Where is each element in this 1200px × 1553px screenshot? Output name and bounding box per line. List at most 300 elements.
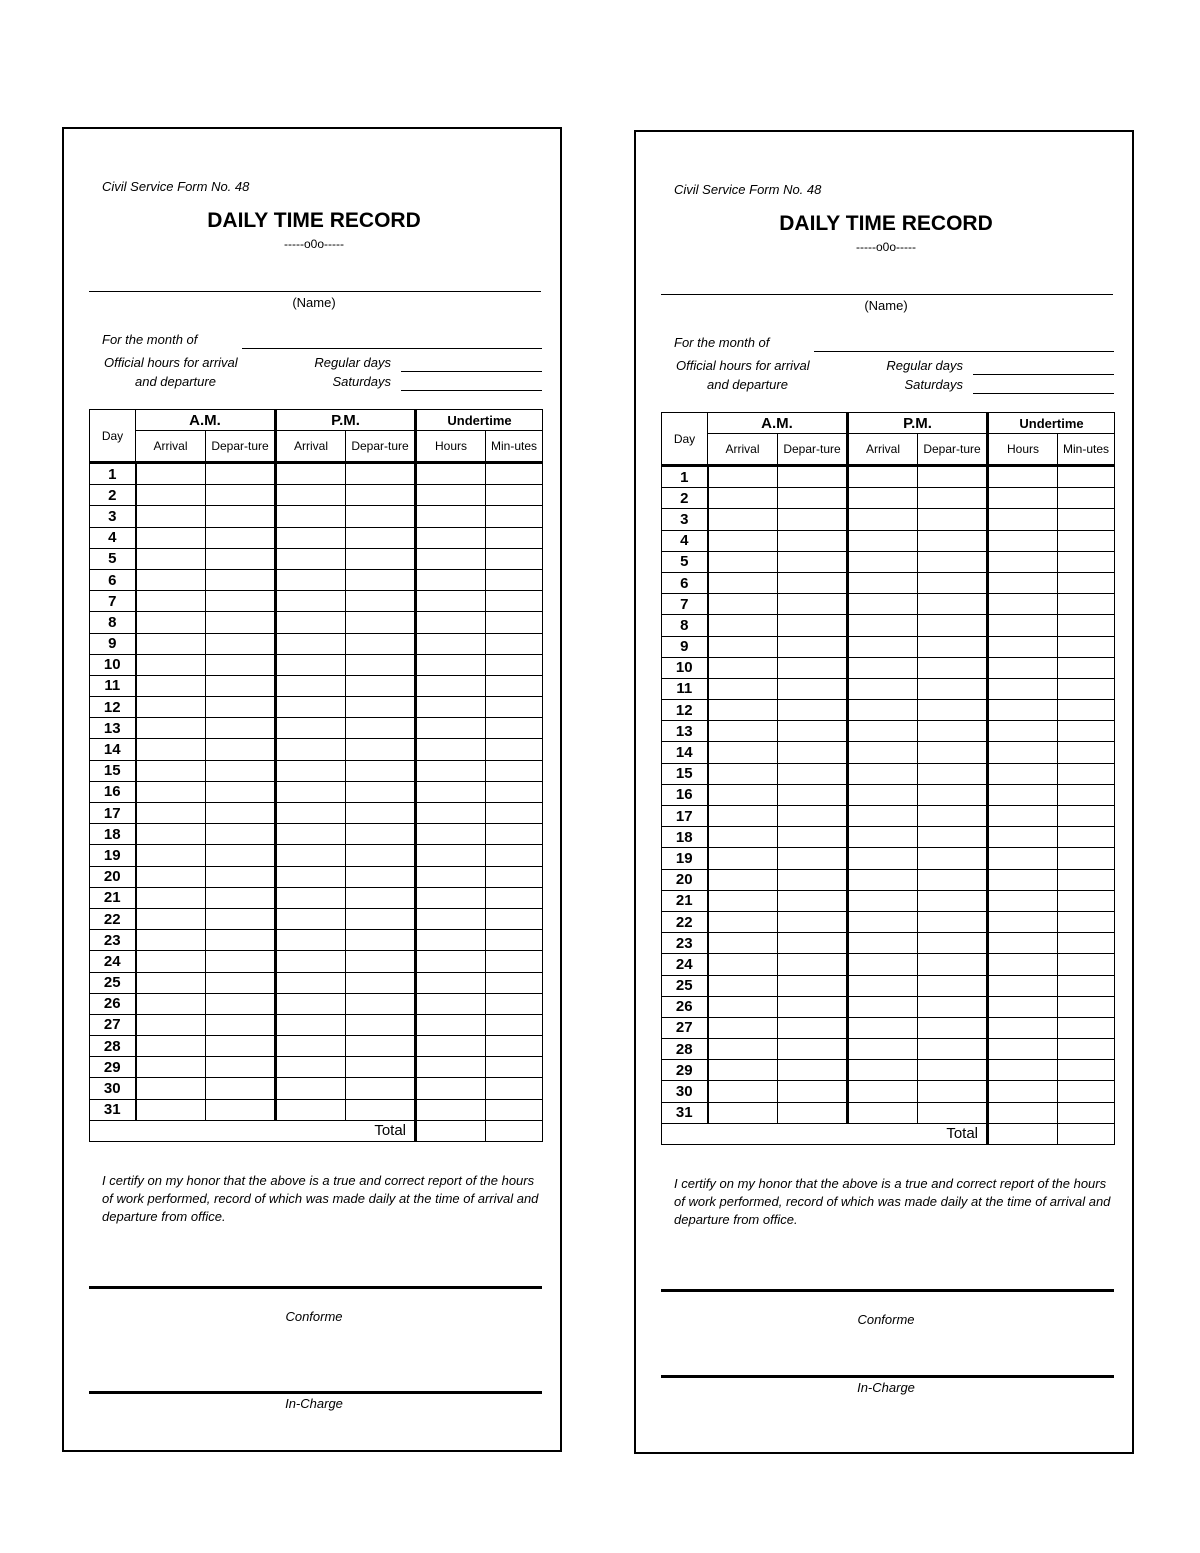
pm-departure-cell[interactable]	[918, 784, 988, 805]
undertime-minutes-cell[interactable]	[1058, 721, 1115, 742]
pm-departure-cell[interactable]	[346, 697, 416, 718]
total-hours-cell[interactable]	[988, 1123, 1058, 1144]
undertime-hours-cell[interactable]	[416, 591, 486, 612]
am-departure-cell[interactable]	[206, 803, 276, 824]
pm-arrival-cell[interactable]	[848, 1081, 918, 1102]
pm-departure-cell[interactable]	[346, 1099, 416, 1120]
undertime-hours-cell[interactable]	[988, 572, 1058, 593]
am-departure-cell[interactable]	[778, 466, 848, 488]
pm-departure-cell[interactable]	[918, 572, 988, 593]
am-arrival-cell[interactable]	[136, 548, 206, 569]
am-arrival-cell[interactable]	[708, 933, 778, 954]
pm-arrival-cell[interactable]	[848, 488, 918, 509]
pm-departure-cell[interactable]	[918, 636, 988, 657]
am-departure-cell[interactable]	[206, 739, 276, 760]
undertime-hours-cell[interactable]	[416, 506, 486, 527]
pm-arrival-cell[interactable]	[276, 887, 346, 908]
pm-departure-cell[interactable]	[346, 803, 416, 824]
am-departure-cell[interactable]	[778, 572, 848, 593]
pm-departure-cell[interactable]	[346, 1078, 416, 1099]
pm-departure-cell[interactable]	[918, 615, 988, 636]
pm-arrival-cell[interactable]	[276, 463, 346, 485]
undertime-hours-cell[interactable]	[988, 488, 1058, 509]
undertime-hours-cell[interactable]	[416, 633, 486, 654]
undertime-hours-cell[interactable]	[416, 527, 486, 548]
pm-arrival-cell[interactable]	[276, 972, 346, 993]
undertime-minutes-cell[interactable]	[486, 718, 543, 739]
saturdays-line[interactable]	[401, 390, 542, 391]
pm-arrival-cell[interactable]	[848, 996, 918, 1017]
pm-departure-cell[interactable]	[918, 933, 988, 954]
am-departure-cell[interactable]	[206, 1057, 276, 1078]
am-departure-cell[interactable]	[206, 866, 276, 887]
pm-departure-cell[interactable]	[346, 1014, 416, 1035]
am-departure-cell[interactable]	[778, 1102, 848, 1123]
am-arrival-cell[interactable]	[136, 1078, 206, 1099]
undertime-minutes-cell[interactable]	[1058, 551, 1115, 572]
am-arrival-cell[interactable]	[708, 636, 778, 657]
am-arrival-cell[interactable]	[136, 803, 206, 824]
am-departure-cell[interactable]	[206, 972, 276, 993]
am-arrival-cell[interactable]	[136, 993, 206, 1014]
undertime-minutes-cell[interactable]	[486, 908, 543, 929]
am-departure-cell[interactable]	[778, 996, 848, 1017]
undertime-minutes-cell[interactable]	[1058, 848, 1115, 869]
pm-arrival-cell[interactable]	[276, 1014, 346, 1035]
am-departure-cell[interactable]	[206, 633, 276, 654]
am-departure-cell[interactable]	[778, 509, 848, 530]
undertime-hours-cell[interactable]	[416, 654, 486, 675]
undertime-minutes-cell[interactable]	[1058, 657, 1115, 678]
pm-arrival-cell[interactable]	[848, 636, 918, 657]
undertime-hours-cell[interactable]	[988, 784, 1058, 805]
pm-arrival-cell[interactable]	[276, 633, 346, 654]
am-arrival-cell[interactable]	[136, 718, 206, 739]
undertime-hours-cell[interactable]	[988, 911, 1058, 932]
undertime-minutes-cell[interactable]	[1058, 911, 1115, 932]
pm-departure-cell[interactable]	[918, 657, 988, 678]
undertime-hours-cell[interactable]	[988, 954, 1058, 975]
am-arrival-cell[interactable]	[136, 972, 206, 993]
am-departure-cell[interactable]	[778, 551, 848, 572]
undertime-hours-cell[interactable]	[416, 887, 486, 908]
pm-arrival-cell[interactable]	[848, 784, 918, 805]
pm-arrival-cell[interactable]	[848, 721, 918, 742]
undertime-minutes-cell[interactable]	[1058, 594, 1115, 615]
am-arrival-cell[interactable]	[136, 1014, 206, 1035]
pm-arrival-cell[interactable]	[848, 572, 918, 593]
am-arrival-cell[interactable]	[136, 569, 206, 590]
undertime-minutes-cell[interactable]	[1058, 869, 1115, 890]
pm-arrival-cell[interactable]	[848, 1039, 918, 1060]
undertime-hours-cell[interactable]	[416, 803, 486, 824]
pm-departure-cell[interactable]	[346, 591, 416, 612]
am-arrival-cell[interactable]	[708, 784, 778, 805]
signature-line[interactable]	[661, 1289, 1114, 1292]
am-arrival-cell[interactable]	[708, 615, 778, 636]
month-line[interactable]	[242, 348, 542, 349]
am-departure-cell[interactable]	[778, 890, 848, 911]
am-arrival-cell[interactable]	[136, 760, 206, 781]
am-arrival-cell[interactable]	[708, 827, 778, 848]
undertime-minutes-cell[interactable]	[1058, 933, 1115, 954]
undertime-minutes-cell[interactable]	[486, 1036, 543, 1057]
pm-departure-cell[interactable]	[918, 848, 988, 869]
am-departure-cell[interactable]	[778, 827, 848, 848]
am-arrival-cell[interactable]	[136, 527, 206, 548]
undertime-hours-cell[interactable]	[416, 1057, 486, 1078]
am-departure-cell[interactable]	[206, 527, 276, 548]
am-arrival-cell[interactable]	[708, 869, 778, 890]
pm-arrival-cell[interactable]	[848, 1102, 918, 1123]
undertime-hours-cell[interactable]	[988, 1102, 1058, 1123]
pm-arrival-cell[interactable]	[276, 993, 346, 1014]
am-departure-cell[interactable]	[778, 933, 848, 954]
pm-departure-cell[interactable]	[346, 463, 416, 485]
month-line[interactable]	[814, 351, 1114, 352]
undertime-minutes-cell[interactable]	[486, 1057, 543, 1078]
pm-arrival-cell[interactable]	[848, 763, 918, 784]
undertime-hours-cell[interactable]	[416, 697, 486, 718]
pm-departure-cell[interactable]	[346, 718, 416, 739]
am-arrival-cell[interactable]	[136, 908, 206, 929]
pm-arrival-cell[interactable]	[276, 569, 346, 590]
undertime-hours-cell[interactable]	[416, 1036, 486, 1057]
pm-departure-cell[interactable]	[346, 739, 416, 760]
undertime-minutes-cell[interactable]	[1058, 678, 1115, 699]
undertime-hours-cell[interactable]	[988, 721, 1058, 742]
pm-departure-cell[interactable]	[918, 488, 988, 509]
pm-departure-cell[interactable]	[346, 654, 416, 675]
undertime-hours-cell[interactable]	[416, 485, 486, 506]
undertime-minutes-cell[interactable]	[1058, 763, 1115, 784]
pm-departure-cell[interactable]	[346, 527, 416, 548]
pm-departure-cell[interactable]	[346, 866, 416, 887]
undertime-minutes-cell[interactable]	[1058, 700, 1115, 721]
am-departure-cell[interactable]	[206, 485, 276, 506]
undertime-hours-cell[interactable]	[416, 1099, 486, 1120]
pm-departure-cell[interactable]	[346, 930, 416, 951]
am-departure-cell[interactable]	[778, 848, 848, 869]
pm-departure-cell[interactable]	[918, 975, 988, 996]
undertime-hours-cell[interactable]	[988, 996, 1058, 1017]
pm-departure-cell[interactable]	[346, 569, 416, 590]
am-departure-cell[interactable]	[206, 951, 276, 972]
am-arrival-cell[interactable]	[136, 633, 206, 654]
pm-arrival-cell[interactable]	[276, 1057, 346, 1078]
am-departure-cell[interactable]	[778, 594, 848, 615]
pm-departure-cell[interactable]	[918, 1060, 988, 1081]
undertime-minutes-cell[interactable]	[1058, 742, 1115, 763]
pm-arrival-cell[interactable]	[276, 739, 346, 760]
pm-arrival-cell[interactable]	[276, 697, 346, 718]
undertime-minutes-cell[interactable]	[1058, 488, 1115, 509]
am-arrival-cell[interactable]	[708, 1039, 778, 1060]
undertime-minutes-cell[interactable]	[486, 506, 543, 527]
undertime-hours-cell[interactable]	[988, 806, 1058, 827]
undertime-minutes-cell[interactable]	[486, 485, 543, 506]
pm-arrival-cell[interactable]	[276, 930, 346, 951]
undertime-hours-cell[interactable]	[416, 718, 486, 739]
pm-departure-cell[interactable]	[918, 1039, 988, 1060]
undertime-hours-cell[interactable]	[416, 908, 486, 929]
undertime-minutes-cell[interactable]	[486, 993, 543, 1014]
am-arrival-cell[interactable]	[708, 721, 778, 742]
am-arrival-cell[interactable]	[136, 612, 206, 633]
am-departure-cell[interactable]	[206, 887, 276, 908]
pm-arrival-cell[interactable]	[276, 675, 346, 696]
pm-departure-cell[interactable]	[918, 721, 988, 742]
undertime-minutes-cell[interactable]	[1058, 806, 1115, 827]
pm-arrival-cell[interactable]	[848, 933, 918, 954]
am-departure-cell[interactable]	[206, 697, 276, 718]
pm-arrival-cell[interactable]	[848, 848, 918, 869]
undertime-hours-cell[interactable]	[416, 675, 486, 696]
am-arrival-cell[interactable]	[136, 463, 206, 485]
am-departure-cell[interactable]	[206, 1014, 276, 1035]
undertime-hours-cell[interactable]	[988, 827, 1058, 848]
pm-departure-cell[interactable]	[918, 678, 988, 699]
undertime-hours-cell[interactable]	[988, 890, 1058, 911]
am-arrival-cell[interactable]	[136, 781, 206, 802]
pm-departure-cell[interactable]	[918, 806, 988, 827]
am-departure-cell[interactable]	[778, 742, 848, 763]
pm-departure-cell[interactable]	[918, 594, 988, 615]
pm-departure-cell[interactable]	[346, 548, 416, 569]
undertime-minutes-cell[interactable]	[486, 463, 543, 485]
pm-arrival-cell[interactable]	[848, 890, 918, 911]
undertime-hours-cell[interactable]	[416, 824, 486, 845]
pm-arrival-cell[interactable]	[848, 551, 918, 572]
name-line[interactable]	[89, 291, 541, 292]
am-departure-cell[interactable]	[206, 993, 276, 1014]
undertime-hours-cell[interactable]	[988, 1081, 1058, 1102]
total-minutes-cell[interactable]	[486, 1120, 543, 1141]
total-minutes-cell[interactable]	[1058, 1123, 1115, 1144]
pm-departure-cell[interactable]	[346, 845, 416, 866]
pm-arrival-cell[interactable]	[848, 509, 918, 530]
undertime-hours-cell[interactable]	[988, 594, 1058, 615]
undertime-minutes-cell[interactable]	[486, 612, 543, 633]
am-departure-cell[interactable]	[206, 845, 276, 866]
pm-arrival-cell[interactable]	[848, 657, 918, 678]
undertime-minutes-cell[interactable]	[486, 697, 543, 718]
pm-departure-cell[interactable]	[918, 551, 988, 572]
am-departure-cell[interactable]	[206, 591, 276, 612]
pm-arrival-cell[interactable]	[848, 827, 918, 848]
pm-departure-cell[interactable]	[918, 1017, 988, 1038]
am-arrival-cell[interactable]	[136, 824, 206, 845]
undertime-hours-cell[interactable]	[416, 1014, 486, 1035]
am-arrival-cell[interactable]	[708, 1017, 778, 1038]
undertime-minutes-cell[interactable]	[486, 972, 543, 993]
pm-departure-cell[interactable]	[346, 612, 416, 633]
pm-departure-cell[interactable]	[346, 951, 416, 972]
total-hours-cell[interactable]	[416, 1120, 486, 1141]
am-arrival-cell[interactable]	[136, 591, 206, 612]
undertime-minutes-cell[interactable]	[486, 569, 543, 590]
pm-arrival-cell[interactable]	[848, 1017, 918, 1038]
undertime-hours-cell[interactable]	[988, 466, 1058, 488]
undertime-minutes-cell[interactable]	[486, 654, 543, 675]
undertime-minutes-cell[interactable]	[1058, 636, 1115, 657]
undertime-minutes-cell[interactable]	[486, 887, 543, 908]
pm-departure-cell[interactable]	[918, 911, 988, 932]
pm-arrival-cell[interactable]	[276, 612, 346, 633]
undertime-minutes-cell[interactable]	[1058, 996, 1115, 1017]
undertime-minutes-cell[interactable]	[1058, 827, 1115, 848]
am-departure-cell[interactable]	[206, 1099, 276, 1120]
pm-arrival-cell[interactable]	[848, 742, 918, 763]
pm-departure-cell[interactable]	[918, 827, 988, 848]
pm-departure-cell[interactable]	[918, 509, 988, 530]
pm-arrival-cell[interactable]	[276, 1036, 346, 1057]
signature-line[interactable]	[89, 1286, 542, 1289]
pm-arrival-cell[interactable]	[848, 594, 918, 615]
undertime-minutes-cell[interactable]	[1058, 466, 1115, 488]
undertime-minutes-cell[interactable]	[1058, 1039, 1115, 1060]
am-departure-cell[interactable]	[778, 784, 848, 805]
undertime-hours-cell[interactable]	[988, 1060, 1058, 1081]
pm-departure-cell[interactable]	[918, 700, 988, 721]
am-departure-cell[interactable]	[778, 975, 848, 996]
undertime-hours-cell[interactable]	[988, 933, 1058, 954]
undertime-minutes-cell[interactable]	[1058, 572, 1115, 593]
pm-departure-cell[interactable]	[346, 1036, 416, 1057]
am-departure-cell[interactable]	[778, 1060, 848, 1081]
undertime-hours-cell[interactable]	[988, 700, 1058, 721]
name-line[interactable]	[661, 294, 1113, 295]
am-arrival-cell[interactable]	[708, 572, 778, 593]
am-departure-cell[interactable]	[778, 488, 848, 509]
undertime-hours-cell[interactable]	[988, 1039, 1058, 1060]
pm-arrival-cell[interactable]	[276, 1078, 346, 1099]
in-charge-signature-line[interactable]	[661, 1375, 1114, 1378]
am-arrival-cell[interactable]	[708, 1081, 778, 1102]
pm-arrival-cell[interactable]	[276, 866, 346, 887]
undertime-hours-cell[interactable]	[416, 760, 486, 781]
undertime-hours-cell[interactable]	[988, 551, 1058, 572]
undertime-minutes-cell[interactable]	[1058, 1017, 1115, 1038]
pm-departure-cell[interactable]	[346, 485, 416, 506]
am-arrival-cell[interactable]	[708, 594, 778, 615]
pm-departure-cell[interactable]	[346, 1057, 416, 1078]
am-departure-cell[interactable]	[206, 654, 276, 675]
undertime-hours-cell[interactable]	[416, 1078, 486, 1099]
am-arrival-cell[interactable]	[708, 742, 778, 763]
am-departure-cell[interactable]	[206, 1078, 276, 1099]
undertime-minutes-cell[interactable]	[486, 781, 543, 802]
pm-arrival-cell[interactable]	[276, 781, 346, 802]
am-departure-cell[interactable]	[778, 911, 848, 932]
pm-arrival-cell[interactable]	[276, 845, 346, 866]
undertime-minutes-cell[interactable]	[486, 591, 543, 612]
undertime-minutes-cell[interactable]	[486, 866, 543, 887]
am-departure-cell[interactable]	[778, 954, 848, 975]
pm-departure-cell[interactable]	[346, 675, 416, 696]
am-departure-cell[interactable]	[778, 1017, 848, 1038]
am-departure-cell[interactable]	[206, 1036, 276, 1057]
undertime-minutes-cell[interactable]	[1058, 890, 1115, 911]
pm-departure-cell[interactable]	[918, 466, 988, 488]
undertime-hours-cell[interactable]	[988, 848, 1058, 869]
pm-arrival-cell[interactable]	[848, 678, 918, 699]
am-arrival-cell[interactable]	[708, 488, 778, 509]
pm-departure-cell[interactable]	[918, 1081, 988, 1102]
undertime-hours-cell[interactable]	[988, 869, 1058, 890]
undertime-minutes-cell[interactable]	[1058, 509, 1115, 530]
pm-arrival-cell[interactable]	[276, 1099, 346, 1120]
am-departure-cell[interactable]	[206, 718, 276, 739]
am-arrival-cell[interactable]	[708, 530, 778, 551]
am-arrival-cell[interactable]	[708, 911, 778, 932]
am-arrival-cell[interactable]	[708, 996, 778, 1017]
am-arrival-cell[interactable]	[708, 551, 778, 572]
undertime-hours-cell[interactable]	[416, 930, 486, 951]
pm-arrival-cell[interactable]	[276, 718, 346, 739]
regular-days-line[interactable]	[973, 374, 1114, 375]
am-departure-cell[interactable]	[778, 700, 848, 721]
pm-departure-cell[interactable]	[918, 763, 988, 784]
pm-departure-cell[interactable]	[346, 506, 416, 527]
in-charge-signature-line[interactable]	[89, 1391, 542, 1394]
undertime-minutes-cell[interactable]	[1058, 1060, 1115, 1081]
am-arrival-cell[interactable]	[136, 951, 206, 972]
undertime-minutes-cell[interactable]	[486, 930, 543, 951]
undertime-hours-cell[interactable]	[416, 972, 486, 993]
pm-arrival-cell[interactable]	[848, 466, 918, 488]
am-arrival-cell[interactable]	[708, 700, 778, 721]
am-arrival-cell[interactable]	[708, 975, 778, 996]
undertime-hours-cell[interactable]	[416, 993, 486, 1014]
pm-arrival-cell[interactable]	[276, 824, 346, 845]
pm-departure-cell[interactable]	[346, 993, 416, 1014]
undertime-hours-cell[interactable]	[416, 612, 486, 633]
am-arrival-cell[interactable]	[136, 675, 206, 696]
pm-departure-cell[interactable]	[346, 972, 416, 993]
undertime-minutes-cell[interactable]	[486, 548, 543, 569]
am-departure-cell[interactable]	[206, 824, 276, 845]
undertime-minutes-cell[interactable]	[486, 633, 543, 654]
pm-departure-cell[interactable]	[918, 530, 988, 551]
am-arrival-cell[interactable]	[708, 509, 778, 530]
undertime-minutes-cell[interactable]	[486, 824, 543, 845]
am-departure-cell[interactable]	[778, 1039, 848, 1060]
pm-arrival-cell[interactable]	[276, 527, 346, 548]
pm-departure-cell[interactable]	[918, 890, 988, 911]
am-arrival-cell[interactable]	[708, 763, 778, 784]
am-arrival-cell[interactable]	[708, 1060, 778, 1081]
undertime-minutes-cell[interactable]	[1058, 954, 1115, 975]
undertime-minutes-cell[interactable]	[486, 803, 543, 824]
am-departure-cell[interactable]	[206, 781, 276, 802]
pm-arrival-cell[interactable]	[848, 869, 918, 890]
undertime-hours-cell[interactable]	[416, 951, 486, 972]
pm-arrival-cell[interactable]	[276, 908, 346, 929]
am-departure-cell[interactable]	[778, 806, 848, 827]
am-departure-cell[interactable]	[778, 721, 848, 742]
am-departure-cell[interactable]	[206, 548, 276, 569]
pm-departure-cell[interactable]	[346, 760, 416, 781]
undertime-hours-cell[interactable]	[988, 657, 1058, 678]
pm-arrival-cell[interactable]	[276, 591, 346, 612]
pm-arrival-cell[interactable]	[276, 654, 346, 675]
undertime-hours-cell[interactable]	[416, 845, 486, 866]
pm-arrival-cell[interactable]	[848, 806, 918, 827]
pm-arrival-cell[interactable]	[848, 615, 918, 636]
undertime-hours-cell[interactable]	[988, 763, 1058, 784]
pm-arrival-cell[interactable]	[276, 951, 346, 972]
